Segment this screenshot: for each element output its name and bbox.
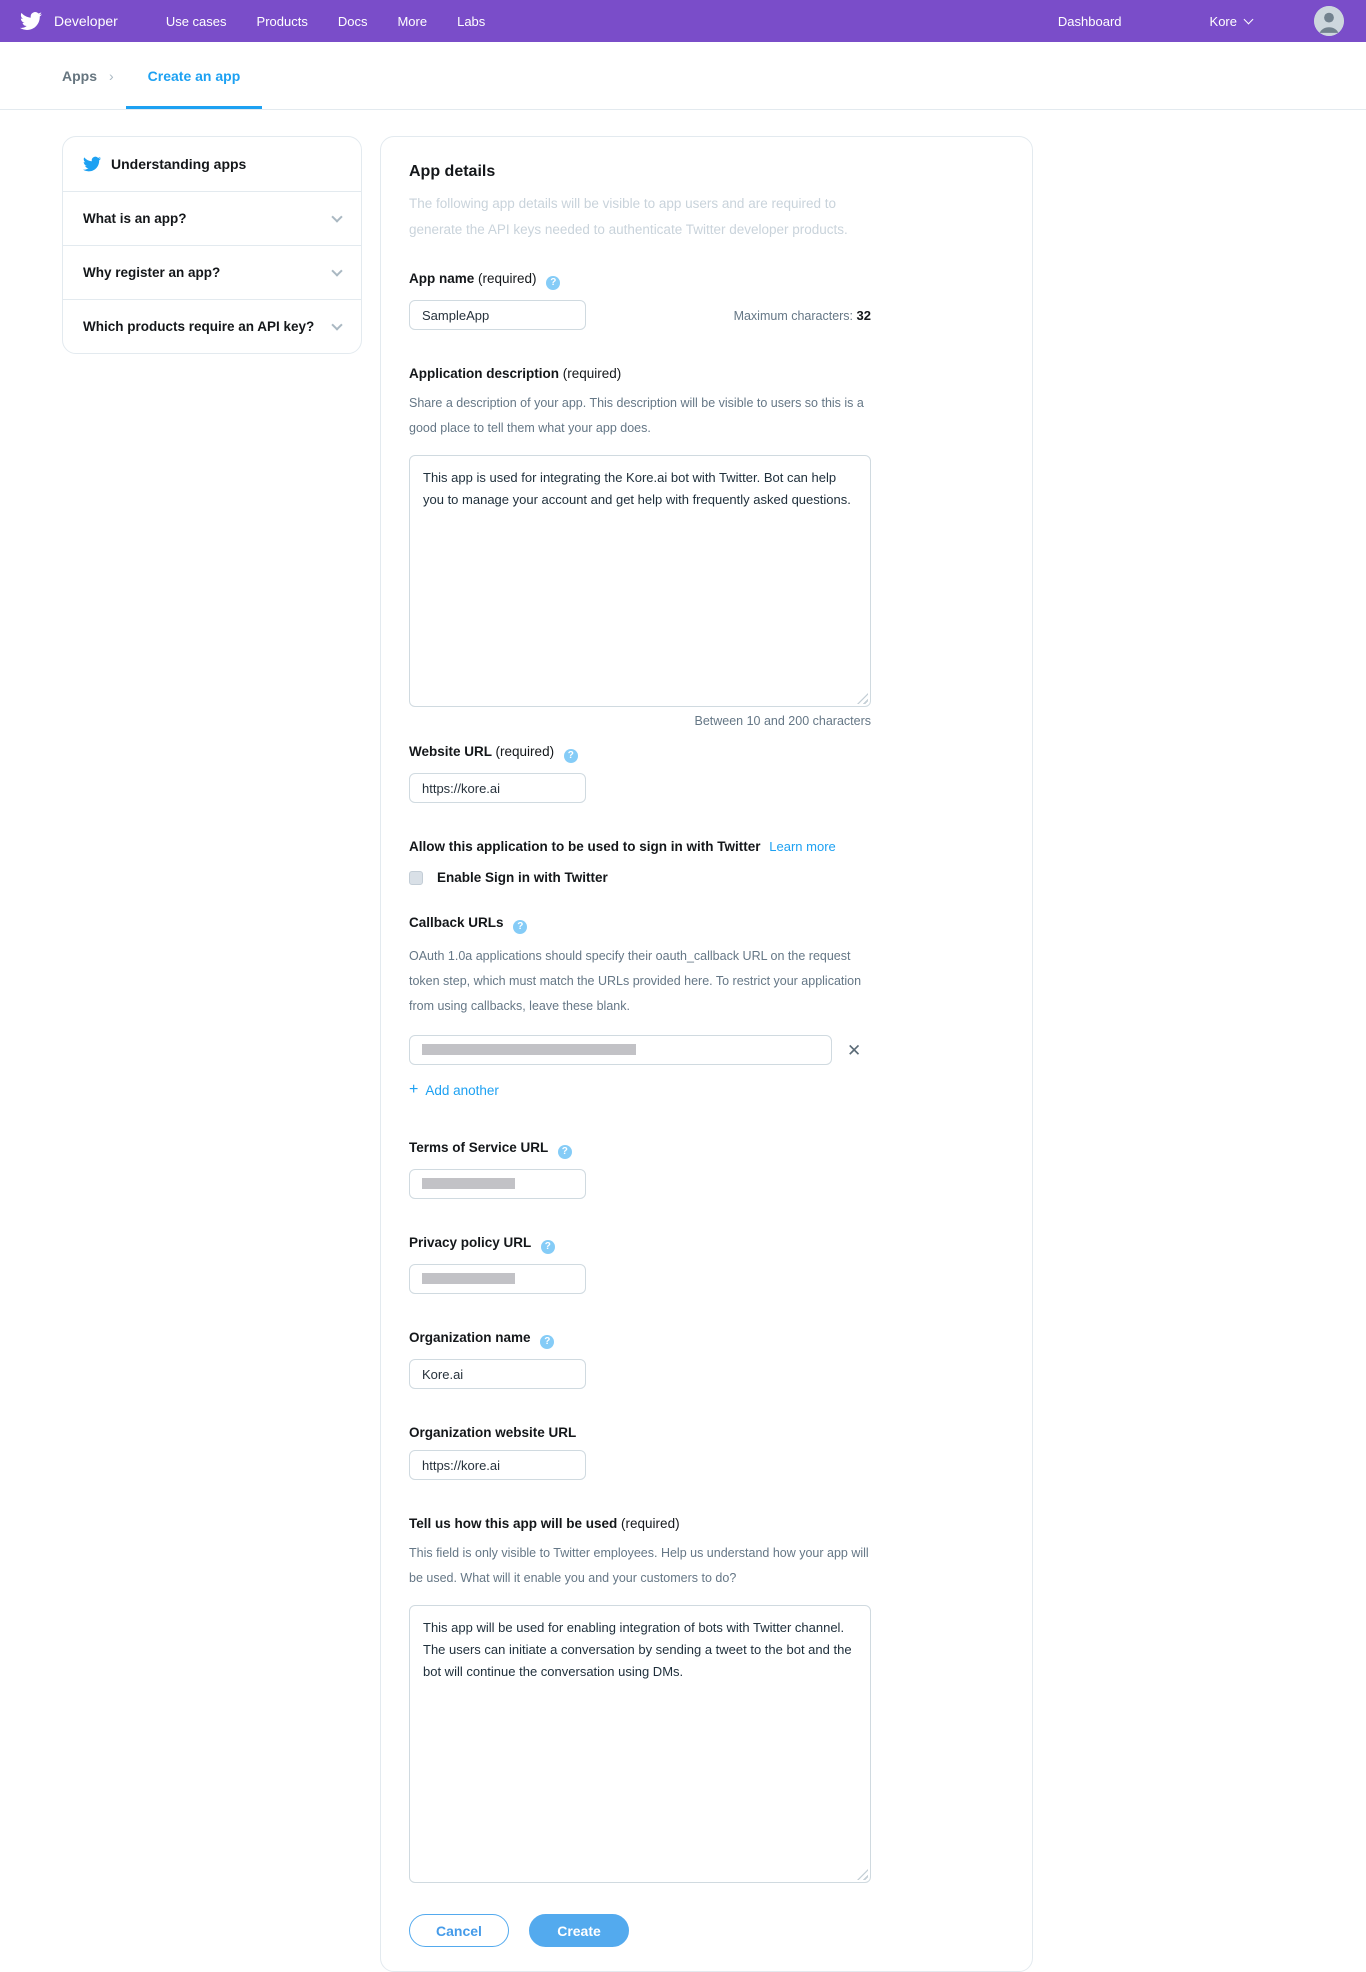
tab-create-an-app[interactable]: Create an app: [126, 42, 263, 109]
usage-group: [409, 1516, 871, 1883]
nav-menu: [166, 14, 485, 29]
nav-item-more[interactable]: More: [397, 13, 428, 29]
help-icon[interactable]: ?: [558, 1145, 572, 1159]
nav-item-labs[interactable]: Labs: [457, 13, 486, 29]
description-helper: Share a description of your app. This description will be visible to users so this is a good place to tell them what your app does.: [409, 396, 864, 435]
sidebar-item-why-register-an-app[interactable]: [63, 246, 361, 300]
description-textarea[interactable]: [409, 455, 871, 707]
max-note-text: Maximum characters:: [733, 308, 854, 323]
create-button[interactable]: Create: [529, 1914, 629, 1947]
sign-in-group: [409, 839, 871, 885]
callback-url-input-wrap: [409, 1035, 832, 1065]
label-text: Application description: [409, 366, 560, 381]
top-navbar: [0, 0, 1366, 42]
cancel-button[interactable]: Cancel: [409, 1914, 509, 1947]
breadcrumb: [0, 42, 1366, 110]
chevron-down-icon: [1244, 14, 1254, 24]
website-url-input[interactable]: [409, 773, 586, 803]
required-note: [621, 1516, 680, 1531]
description-group: [409, 366, 871, 728]
form-subtitle: The following app details will be visible to app users and are required to generate the API keys needed to authenticate Twitter developer products.: [409, 196, 848, 237]
chevron-down-icon: [331, 319, 342, 330]
sidebar-item-label: Which products require an API key?: [83, 319, 315, 334]
sidebar-item-what-is-an-app[interactable]: [63, 192, 361, 246]
add-another-link[interactable]: [409, 1082, 871, 1098]
tos-url-input-wrap: [409, 1159, 586, 1199]
privacy-url-label: [409, 1235, 871, 1254]
sidebar-header: [63, 137, 361, 192]
description-label: [409, 366, 871, 381]
org-url-group: [409, 1425, 871, 1480]
chevron-down-icon: [331, 265, 342, 276]
callback-urls-helper: OAuth 1.0a applications should specify their oauth_callback URL on the request token step, which must match the URLs provided here. To restrict your application from using callbacks, leave these blank.: [409, 949, 862, 1013]
twitter-bird-icon: [83, 155, 101, 173]
required-text: (required): [562, 366, 622, 381]
required-note: [563, 366, 622, 381]
chevron-right-icon: ›: [109, 67, 114, 84]
brand-developer[interactable]: Developer: [54, 13, 118, 29]
label-text: Website URL: [409, 744, 492, 759]
max-value: 32: [856, 307, 871, 323]
page-content: [0, 110, 1366, 1972]
breadcrumb-apps[interactable]: Apps: [62, 67, 97, 84]
callback-urls-group: [409, 915, 871, 1098]
sidebar-item-label: What is an app?: [83, 211, 187, 226]
usage-helper: This field is only visible to Twitter employees. Help us understand how your app will be used. What will it enable you and your customers to do?: [409, 1546, 869, 1585]
redacted-value: [422, 1273, 515, 1284]
required-note: [478, 271, 537, 286]
account-name: Kore: [1209, 13, 1237, 29]
understanding-apps-panel: [62, 136, 362, 354]
nav-item-docs[interactable]: Docs: [337, 13, 368, 29]
label-text: Privacy policy URL: [409, 1235, 532, 1250]
chevron-down-icon: [331, 211, 342, 222]
close-icon[interactable]: ✕: [847, 1040, 862, 1060]
usage-textarea-wrap: [409, 1605, 871, 1883]
tos-url-group: [409, 1140, 871, 1199]
app-details-card: [380, 136, 1033, 1972]
label-text: Tell us how this app will be used: [409, 1516, 618, 1531]
enable-sign-in-row: [409, 870, 871, 885]
account-menu[interactable]: [1210, 14, 1252, 29]
form-actions: [409, 1914, 1004, 1947]
app-name-group: [409, 271, 871, 330]
redacted-value: [422, 1044, 636, 1055]
redacted-value: [422, 1178, 515, 1189]
help-icon[interactable]: ?: [564, 749, 578, 763]
sign-in-label: [409, 839, 871, 854]
required-text: (required): [478, 271, 537, 286]
callback-urls-label: [409, 915, 871, 934]
description-textarea-wrap: [409, 455, 871, 707]
twitter-bird-icon[interactable]: [20, 10, 42, 32]
help-icon[interactable]: ?: [513, 920, 527, 934]
enable-sign-in-label: Enable Sign in with Twitter: [437, 870, 608, 885]
app-name-row: [409, 290, 871, 330]
privacy-url-group: [409, 1235, 871, 1294]
org-name-label: [409, 1330, 871, 1349]
label-text: Terms of Service URL: [409, 1140, 549, 1155]
callback-url-row: [409, 1035, 871, 1065]
website-url-label: [409, 744, 871, 763]
nav-item-products[interactable]: Products: [256, 13, 308, 29]
usage-label: [409, 1516, 871, 1531]
nav-dashboard-link[interactable]: Dashboard: [1057, 13, 1122, 29]
label-text: Organization website URL: [409, 1425, 577, 1440]
required-text: (required): [495, 744, 555, 759]
help-icon[interactable]: ?: [540, 1335, 554, 1349]
nav-item-use-cases[interactable]: Use cases: [165, 13, 227, 29]
label-text: App name: [409, 271, 475, 286]
usage-textarea[interactable]: [409, 1605, 871, 1883]
max-characters-note: [734, 308, 871, 323]
nav-right: [1058, 6, 1346, 36]
sidebar-item-which-products-require-api-key[interactable]: [63, 300, 361, 353]
website-url-group: [409, 744, 871, 803]
plus-icon: +: [409, 1081, 419, 1098]
label-text: Callback URLs: [409, 915, 504, 930]
org-url-label: [409, 1425, 871, 1440]
help-icon[interactable]: ?: [546, 276, 560, 290]
add-another-label: Add another: [425, 1082, 499, 1098]
avatar[interactable]: [1314, 6, 1344, 36]
tos-url-label: [409, 1140, 871, 1159]
app-name-input[interactable]: [409, 300, 586, 330]
app-name-label: [409, 271, 871, 290]
org-name-input[interactable]: [409, 1359, 586, 1389]
label-text: Organization name: [409, 1330, 531, 1345]
help-icon[interactable]: ?: [541, 1240, 555, 1254]
required-text: (required): [621, 1516, 680, 1531]
org-url-input[interactable]: [409, 1450, 586, 1480]
sidebar-item-label: Why register an app?: [83, 265, 221, 280]
sidebar-title: Understanding apps: [111, 156, 247, 172]
character-range-note: Between 10 and 200 characters: [694, 714, 871, 728]
enable-sign-in-checkbox[interactable]: [409, 871, 423, 885]
org-name-group: [409, 1330, 871, 1389]
privacy-url-input-wrap: [409, 1254, 586, 1294]
label-text: Allow this application to be used to sign in with Twitter: [409, 839, 761, 854]
required-note: [496, 744, 555, 759]
learn-more-link[interactable]: Learn more: [769, 839, 836, 854]
page-title: App details: [409, 163, 496, 180]
